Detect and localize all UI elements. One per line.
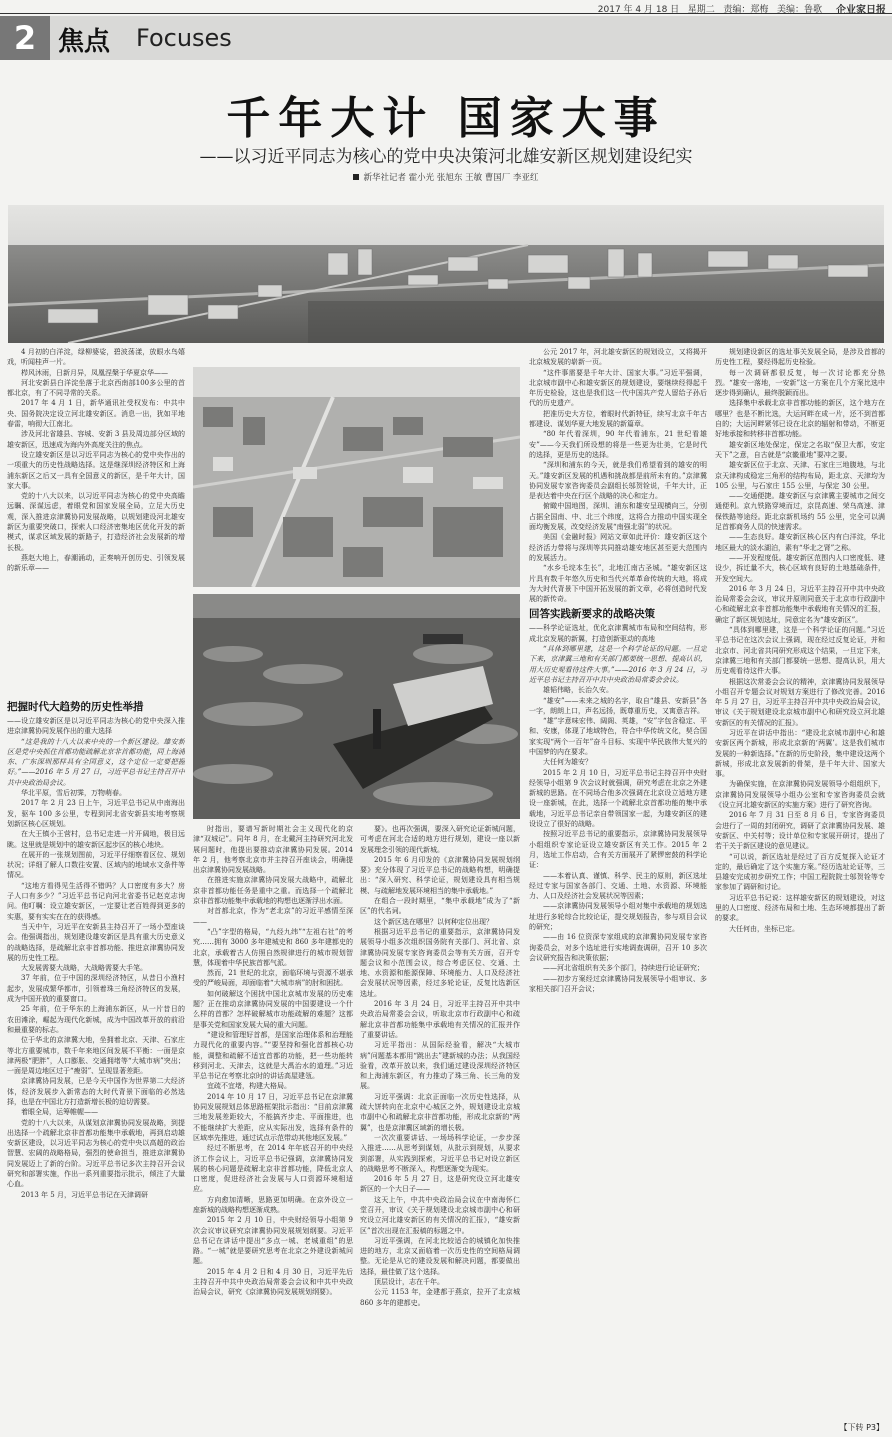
section-dek: ——设立雄安新区是以习近平同志为核心的党中央深入推进京津冀协同发展作出的重大选择: [7, 717, 185, 736]
paragraph: ——本着认真、谨慎、科学、民主的原则，新区选址经过专家与国家各部门、交通、土地、水资源、环境能力、人口及经济社会发展状况等因素；: [529, 871, 707, 901]
paragraph: 2016 年 3 月 24 日，习近平主持召开中共中央政治局常委会会议，审议并原则同意关于北京市行政副中心和疏解北京非首都功能集中承载地有关情况的汇报，确定了新区规划选址，同意定名为“雄安新区”。: [715, 584, 885, 624]
paragraph: 在大王镇小王营村，总书记走进一片开阔地，极目远眺。这里就是规划中的雄安新区起步区的核心地块。: [7, 830, 185, 849]
paragraph: ——生态良好。雄安新区核心区内有白洋淀，华北地区最大的淡水湖泊，素有“华北之肾”之称。: [715, 533, 885, 552]
paragraph: 习近平在讲话中指出：“建设北京城市副中心和雄安新区两个新城，形成北京新的‘两翼’。这是我们城市发展的一种新选择。”在新的历史阶段，集中建设这两个新城，形成北京发展新的骨架，是千年大计、国家大事。: [715, 728, 885, 779]
paragraph: 按照习近平总书记的重要指示，京津冀协同发展领导小组组织专家论证设立雄安新区有关工作。2015 年 2 月，选址工作启动，合有关方面展开了紧锣密鼓的科学论证：: [529, 830, 707, 870]
paragraph: “这地方看得见生活得不错吗？人口密度有多大？房子人口有多少？”习近平总书记向河北省委书记赵克志询问。他叮嘱：设立雄安新区，一定要让老百姓得到更多的实惠，要有实实在在的获得感。: [7, 881, 185, 921]
section-name: 焦点: [58, 27, 111, 57]
paragraph: 京津冀协同发展，已是今天中国作为世界第二大经济体，经济发展步入新常态的大时代背景下面临的必然选择，也是在中国北方打造新增长极的迫切需要。: [7, 1077, 185, 1106]
paragraph: 2015 年 4 月 2 日和 4 月 30 日，习近平先后主持召开中共中央政治局常委会会议和中共中央政治局会议，研究《京津冀协同发展规划纲要》。: [193, 1267, 353, 1297]
paragraph: ——初步方案经过京津冀协同发展领导小组审议、多家相关部门召开会议；: [529, 974, 707, 993]
designer-credit: 美编：鲁歌: [776, 5, 822, 15]
paragraph: “这件事需要是千年大计、国家大事。”习近平强调，北京城市副中心和雄安新区的规划建设，要继续经得起千年历史检验，这也是我们这一代中国共产党人留给子孙后代的历史遗产。: [529, 368, 707, 408]
paragraph: 2017 年 4 月 1 日，新华通讯社受权发布：中共中央、国务院决定设立河北雄安新区。消息一出，犹如平地春雷，响彻大江南北。: [7, 399, 185, 429]
column-1: [7, 347, 185, 693]
paragraph: 然而，21 世纪的北京，面临环境与资源不堪承受的严峻局面，却面临着“大城市病”的肘和困扰。: [193, 969, 353, 988]
issue-date: 2017 年 4 月 18 日: [597, 5, 680, 15]
column-1-section: [7, 697, 185, 1432]
paragraph: 方向愈加清晰，思路更加明确。在京外设立一座新城的战略构想逐渐成熟。: [193, 1195, 353, 1214]
paragraph: 根据习近平总书记的重要指示，京津冀协同发展领导小组多次组织国务院有关部门、河北省、京津冀协同发展专家咨询委员会等有关方面，召开专题会议和小范围会议，综合考虑区位、交通、土地、水资源和能源保障、环境能力、人口及经济社会发展状况等因素，经过多轮论证，反复比选新区选址。: [360, 927, 520, 998]
column-3: [360, 824, 520, 1432]
paragraph: “可以说，新区选址是经过了百方反复探入论证才定的，最后确定了这个实施方案。”经历选址论证等，三县雄安完成初步研究工作；中国工程院院士邬贺铨等专家参加了调研和讨论。: [715, 852, 885, 892]
lake-boat-photo: [193, 594, 520, 819]
panorama-photo: [8, 205, 884, 343]
paragraph: 位于华北的京津冀大地，坐拥着北京、天津、石家庄等北方重要城市，数千年来地区间发展不平衡：一面是京津两极“肥胖”，人口膨胀、交通拥堵等“大城市病”突出；一面是周边地区过于“瘦弱”、呈现显著差距。: [7, 1036, 185, 1076]
city-aerial-photo: [193, 367, 520, 587]
paragraph: ——河北省组织有关多个部门，持续进行论证研究；: [543, 964, 704, 973]
paragraph: “具体到哪里建，这是一个科学论证的问题。”习近平总书记在这次会议上强调，现在经过反复论证，并和北京市、河北省共同研究形成这个结果，一旦定下来，京津冀三地和有关部门都要统一思想、提高认识，用大历史观看待这件大事。: [715, 626, 885, 676]
column-2: [193, 824, 353, 1432]
paragraph: “凸”字型的格局，“九经九纬”“左祖右社”的考究……拥有 3000 多年建城史和 860 多年建都史的北京，承载着古人仿照自然规律进行的城市规划智慧，体现着中华民族首都气派。: [193, 927, 353, 967]
section-heading: 把握时代大趋势的历史性举措: [7, 701, 144, 713]
paragraph: 涉及河北省雄县、容城、安新 3 县及周边部分区域的雄安新区，迅速成为海内外高度关注的焦点。: [7, 430, 185, 449]
paragraph: 习近平强调：北京正面临一次历史性选择，从疏大饼转向在北京中心城区之外，规划建设北京城市副中心和疏解北京非首都功能，形成北京新的“两翼”，也是京津冀区域新的增长极。: [360, 1092, 520, 1132]
subheadline: ——以习近平同志为核心的党中央决策河北雄安新区规划建设纪实: [199, 147, 693, 167]
paragraph: “雄安”——未来之城的名字，取自“雄县、安新县”各一字，朗朗上口，声名远扬，既尊重历史，又寓意吉祥。: [529, 696, 707, 715]
paragraph: 设立雄安新区是以习近平同志为核心的党中央作出的一项重大的历史性战略选择。这是继深圳经济特区和上海浦东新区之后又一具有全国意义的新区，是千年大计，国家大事。: [7, 450, 185, 490]
paragraph: 4 月初的白洋淀，绿柳婆娑，碧波荡漾，放眼水鸟嬉戏，听闻桂声一片。: [7, 348, 185, 367]
paragraph: “建设和管理好首都，是国家治理体系和治理能力现代化的重要内容。”“要坚持和强化首都核心功能，调整和疏解不适宜首都的功能，把一些功能转移到河北、天津去，这就是大禹治水的道理。”习近平总书记在考察北京时的讲话高屋建瓴。: [193, 1030, 353, 1081]
continued-note: 【下转 P3】: [839, 1423, 884, 1432]
paragraph: 对首都北京，作为“老北京”的习近平感情至深——: [193, 907, 353, 926]
section-dek: ——科学论证选址，优化京津冀城市布局和空间结构，形成北京发展的新翼，打造创新驱动的高地: [529, 624, 707, 643]
paragraph: 党的十八大以来，以习近平同志为核心的党中央高瞻远瞩、深谋远虑，着眼党和国家发展全局，立足大历史观，深入推进京津冀协同发展战略，以规划建设河北雄安新区为重要突破口，探索人口经济密集地区优化开发的新模式，谋求区域发展的新路子，打造经济社会发展新的增长极。: [7, 492, 185, 552]
paragraph: ——交通便捷。雄安新区与京津冀主要城市之间交通便利。京九铁路穿境而过，京昆高速、荣乌高速、津保铁路等途经。距北京新机场约 55 公里，完全可以满足首都商务人员的快速需求。: [715, 492, 885, 532]
paragraph: 河北安新县白洋淀坐落于北京西南部100多公里的首都北京，有了不同寻常的关系。: [7, 378, 185, 398]
paragraph: “深圳和浦东的今天，就是我们希望看到的雄安的明天。”雄安新区发展的机遇和挑战都是前所未有的。”京津冀协同发展专家咨询委员会副组长邬贺铨说，千年大计，正是表达着中央在行区个战略的决心和定力。: [529, 461, 707, 501]
paragraph: 2017 年 2 月 23 日上午，习近平总书记从中南海出发，驱车 100 多公里，专程到河北省安新县实地考察规划新区核心区规划。: [7, 799, 185, 828]
paragraph: 经过不断思考，在 2014 年年底召开的中央经济工作会议上，习近平总书记强调，京津冀协同发展的核心问题是疏解北京非首都功能，降低北京人口密度，促进经济社会发展与人口资源环境相适应。: [193, 1144, 353, 1194]
paragraph: 在组合一段时期里，“集中承载地”成为了“新区”的代名词。: [360, 897, 520, 916]
paragraph: 为确保实施，在京津冀协同发展领导小组组织下，京津冀协同发展领导小组办公室和专家咨询委员会就《设立河北雄安新区的实施方案》进行了研究咨询。: [715, 780, 885, 810]
editor-credit: 责编：郑梅: [723, 5, 769, 15]
paragraph: 2014 年 10 月 17 日，习近平总书记在京津冀协同发展规划总体思路框架批示指出：“目前京津冀三地发展差距较大，不能搞齐步走、平面推进，也不能继续扩大差距，应从实际出发，选择有条件的区域率先推进，通过试点示范带动其他地区发展。”: [193, 1092, 353, 1142]
paragraph: 25 年前，位于华东的上海浦东新区，从一片昔日的农田滩涂，崛起为现代化新城，成为中国改革开放的前沿和最重要的标志。: [7, 1005, 185, 1034]
paragraph: 大任何由，坐标已定。: [729, 924, 799, 933]
paragraph: 栉风沐雨，日新月异，凤凰涅槃于华夏京华——: [21, 368, 168, 377]
paragraph: 选择集中承载北京非首都功能的新区，这个地方在哪里？也是不断比选，大运河畔在成一片，还不到首都自的；大运河畔紧邻已设在北京的辐射和带动，不断更好地承接和转移非首都功能。: [715, 399, 885, 439]
pull-quote: “具体到哪里建，这是一个科学论证的问题。一旦定下来，京津冀三地和有关部门都要统一思想、提高认识，用大历史观看待这件大事。”——2016 年 3 月 24 日，习近平总书记主持召开中共中央政治局常委会会议。: [529, 645, 707, 684]
paragraph: 2015 年 2 月 10 日，习近平总书记主持召开中央财经领导小组第 9 次会议时就强调，研究考虑在北京之外建新城的思路。在不同场合他多次强调在北京设立适地方建设一座新城，在此，选择一个疏解北京首都功能的集中承载地，习近平总书记亲自带领国家一起，为雄安新区的建设设立了很好的战略。: [529, 768, 707, 829]
paragraph: 2016 年 5 月 27 日，这是研究设立河北雄安新区的一个大日子——: [360, 1175, 520, 1194]
paragraph: ——京津冀协同发展领导小组对集中承载地的规划选址进行多轮综合比较论证，提交规划报告，参与项目会议的研究；: [529, 902, 707, 932]
paragraph: 一次次重要讲话、一场场科学论证，一步步深入推进……从思考到谋划，从批示到规划，从要求到部署，从实践到探索，习近平总书记对设立新区的战略思考不断深入，构想逐渐变为现实。: [360, 1133, 520, 1173]
column-4: [529, 347, 707, 1432]
paragraph: 华北平原，雪后初霁，万物萌春。: [21, 789, 126, 798]
paragraph: 要》。也再次强调，要深入研究论证新城问题，可考虑在河北合适的地方进行规划，建设一座以新发展理念引领的现代新城。: [360, 825, 520, 854]
paragraph: 把准历史大方位，着眼时代新特征，续写北京千年古都建设、谋划华夏大地发展的新篇章。: [529, 409, 707, 429]
paragraph: 37 年前，位于中国的深圳经济特区，从昔日小渔村起步，发展成繁华都市，引领着珠三角经济特区的发展，成为中国开放的重要窗口。: [7, 974, 185, 1004]
paragraph: 雄安新区地处保定，保定之名取“保卫大都，安定天下”之意，自古就是“京畿重地”要冲之要。: [715, 440, 885, 459]
paragraph: 大任何为雄安？: [543, 758, 592, 767]
paragraph: 这天上午，中共中央政治局会议在中南海怀仁堂召开，审议《关于规划建设北京城市副中心和研究设立河北雄安新区的有关情况的汇报》，“雄安新区”首次出现在汇报稿的标题之中。: [360, 1195, 520, 1235]
byline-marker: [353, 174, 359, 180]
paragraph: 公元 1153 年，金建都于燕京，拉开了北京城 860 多年的建都史。: [360, 1288, 520, 1307]
paragraph: 大发展需要大战略，大战略需要大手笔。: [21, 964, 147, 973]
paragraph: “80 年代看深圳，90 年代看浦东，21 世纪看雄安”——今天我们所设想的将是一些更为壮美，它是时代的选择，更是历史的选择。: [529, 430, 707, 459]
paragraph: 俯瞰中国地图，深圳、浦东和雄安呈现横向三，分别占据全国南、中、北三个纬度，这将合力推动中国实现全面均衡发展，改变经济发展“南强北弱”的状况。: [529, 502, 707, 532]
paragraph: 2015 年 6 月印发的《京津冀协同发展规划纲要》充分体现了习近平总书记的战略构想，明确提出：“深入研究、科学论证，规划建设具有相当规模、与疏解地发展环境相当的集中承载地。”: [360, 855, 520, 895]
paragraph: 2015 年 2 月 10 日，中央财经领导小组第 9 次会议审议研究京津冀协同发展规划纲要。习近平总书记在讲话中提出“多点一城、老城重组”的思路。“一城”就是要研究思考在北京之外建设新城问题。: [193, 1216, 353, 1266]
headline: 千年大计 国家大事: [226, 93, 666, 144]
masthead-rule: [0, 13, 892, 14]
issue-weekday: 星期二: [687, 5, 715, 15]
paragraph: 2016 年 7 月 31 日至 8 月 6 日，专家咨询委员会进行了一周的封闭研究，调研了京津冀协同发展、雄安新区、中关村等；设计单位和专家展开研讨，提出了若干关于新区建设的意见建议。: [715, 811, 885, 851]
paragraph: 根据这次常委会会议的精神，京津冀协同发展领导小组召开专题会议对规划方案进行了修改完善。2016 年 5 月 27 日，习近平主持召开中共中央政治局会议，审议《关于规划建设北京城市副中心和研究设立河北雄安新区的有关情况的汇报》。: [715, 677, 885, 727]
paragraph: 党的十八大以来，从谋划京津冀协同发展战略，到提出选择一个疏解北京非首都功能集中承载地，再到启动雄安新区建设，以习近平同志为核心的党中央以高超的政治智慧、宏阔的战略格局，强烈的使命担当，推进京津冀协同发展迈上了新的台阶。习近平总书记多次主持召开会议研究和部署实施，作出一系列重要指示批示，倾注了大量心血。: [7, 1118, 185, 1189]
paragraph: “雄”字意味宏伟、阔阁、英雄，“安”字包含稳定、平和、安康，体现了地域特色，符合中华传统文化，契合国家实现“两个一百年”奋斗目标、实现中华民族伟大复兴的中国梦的内在要求。: [529, 717, 707, 756]
byline-text: 新华社记者 霍小光 张旭东 王敏 曹国厂 李亚红: [363, 173, 539, 183]
paragraph: 如何破解这个困扰中国北京城市发展的历史难题？正在推动京津冀协同发展的中国要建设一个什么样的首都？怎样破解城市功能疏解的难题？这都是事关党和国家发展大局的重大问题。: [193, 989, 353, 1029]
paragraph: “水乡毛垸本生长”，北地江南古圣城。“雄安新区这片具有数千年悠久历史和当代兴革革命传统的大地，将成为大时代背景下中国开拓发展的新文章，必将创造时代发展的新传奇。: [529, 564, 707, 604]
paragraph: 时指出，要谱写新时期社会主义现代化的京津“双城记”。同年 8 月，在北戴河主持研究河北发展问题时，他提出要推动京津冀协同发展。2014 年 2 月，他考察北京市并主持召开座谈会，明确提出京津冀协同发展战略。: [193, 825, 353, 875]
paragraph: 美国《金融时报》网站文章如此评价：雄安新区这个经济活力带将与深圳等共同推动雄安地区甚至更大范围内的发展活力。: [529, 533, 707, 562]
byline: [0, 171, 892, 183]
paper-name: 企业家日报: [836, 5, 886, 16]
section-name-english: Focuses: [136, 24, 232, 52]
paragraph: 习近平指出：从国际经验看，解决“大城市病”问题基本都用“跳出去”建新城的办法；从我国经验看，改革开放以来，我们通过建设深圳经济特区和上海浦东新区，有力推动了珠三角、长三角的发展。: [360, 1041, 520, 1091]
paragraph: 雄韬伟略，长治久安。: [543, 686, 613, 695]
paragraph: 公元 2017 年，河北雄安新区的规划设立，又将揭开北京城发展的崭新一页。: [529, 348, 707, 367]
paragraph: 当天中午，习近平在安新县主持召开了一场小型座谈会。他强调指出，规划建设雄安新区是具有重大历史意义的战略选择，是疏解北京非首都功能、推进京津冀协同发展的历史性工程。: [7, 922, 185, 962]
paragraph: 2016 年 3 月 24 日，习近平主持召开中共中央政治局常委会会议，听取北京市行政副中心和疏解北京非首都功能集中承载地有关情况的汇报并作了重要讲话。: [360, 1000, 520, 1039]
pull-quote: “这是我的十八大以来中央的一个新区建设。雄安新区是党中央抓住首都功能疏解北京非首都功能，同上海浦东、广东深圳那样具有全国意义，这个定位一定要把握好。”——2016 年 5 月 27 日，习近平总书记主持召开中共中央政治局会议。: [7, 737, 185, 787]
paragraph: 在推进实施京津冀协同发展大战略中，疏解北京非首都功能任务是重中之重。而选择一个疏解北京非首都功能集中承载地的构想也逐渐浮出水面。: [193, 876, 353, 906]
section-heading: 回答实践新要求的战略决策: [529, 608, 655, 621]
paragraph: 习近平总书记说：这样雄安新区的规划建设，对这里的人口密度、经济布局和土地、生态环境都提出了新的要求。: [715, 893, 885, 923]
paragraph: 2013 年 5 月，习近平总书记在天津调研: [21, 1190, 148, 1199]
paragraph: 习近平强调，在河北比较适合的城镇化加快推进的地方，北京又面临着一次历史性的空间格局调整。无论是从它的建设发展和解决问题，都要做出选择，最佳做了这个选择。: [360, 1236, 520, 1276]
paragraph: ——由 16 位资深专家组成的京津冀协同发展专家咨询委员会，对多个选址进行实地调查调研，召开 10 多次会议研究报告和决策依据；: [529, 933, 707, 962]
paragraph: ——开发程度低。雄安新区范围内人口密度低、建设少，拆迁量不大，核心区域有良好的土地基础条件，开发空间大。: [715, 553, 885, 583]
paragraph: 这个新区选在哪里？以何种定位出现？: [374, 917, 493, 926]
paragraph: 燕赵大地上，春潮涌动，正奏响开创历史、引领发展的新乐章——: [7, 553, 185, 573]
page-number: 2: [0, 16, 50, 60]
paragraph: 顶层设计，志在千年。: [374, 1278, 444, 1287]
paragraph: 每一次调研都很反复，每一次讨论都充分热烈。“雄安一落地，一安新”这一方案在几个方案比选中逐步得到确认，最终脱颖而出。: [715, 368, 885, 398]
masthead-line: [0, 0, 892, 14]
section-banner: [0, 16, 892, 60]
column-5: [715, 347, 885, 1417]
paragraph: 宜疏不宜堵，构建大格局。: [207, 1082, 291, 1091]
paragraph: 雄安新区位于北京、天津、石家庄三地腹地，与北京天津构成稳定三角形的结构布局，距北京、天津均为 105 公里，与石家庄 155 公里，与保定 30 公里。: [715, 461, 885, 490]
paragraph: 规划建设新区的选址事关发展全局，是涉及首都的历史性工程，要经得起历史检验。: [715, 348, 885, 367]
paragraph: 着眼全局，运筹帷幄——: [21, 1108, 98, 1117]
paragraph: 在展开的一张规划图前，习近平仔细察看区位、规划状况；详细了解人口数往安置、区域内的地域水文条件等情况。: [7, 850, 185, 880]
